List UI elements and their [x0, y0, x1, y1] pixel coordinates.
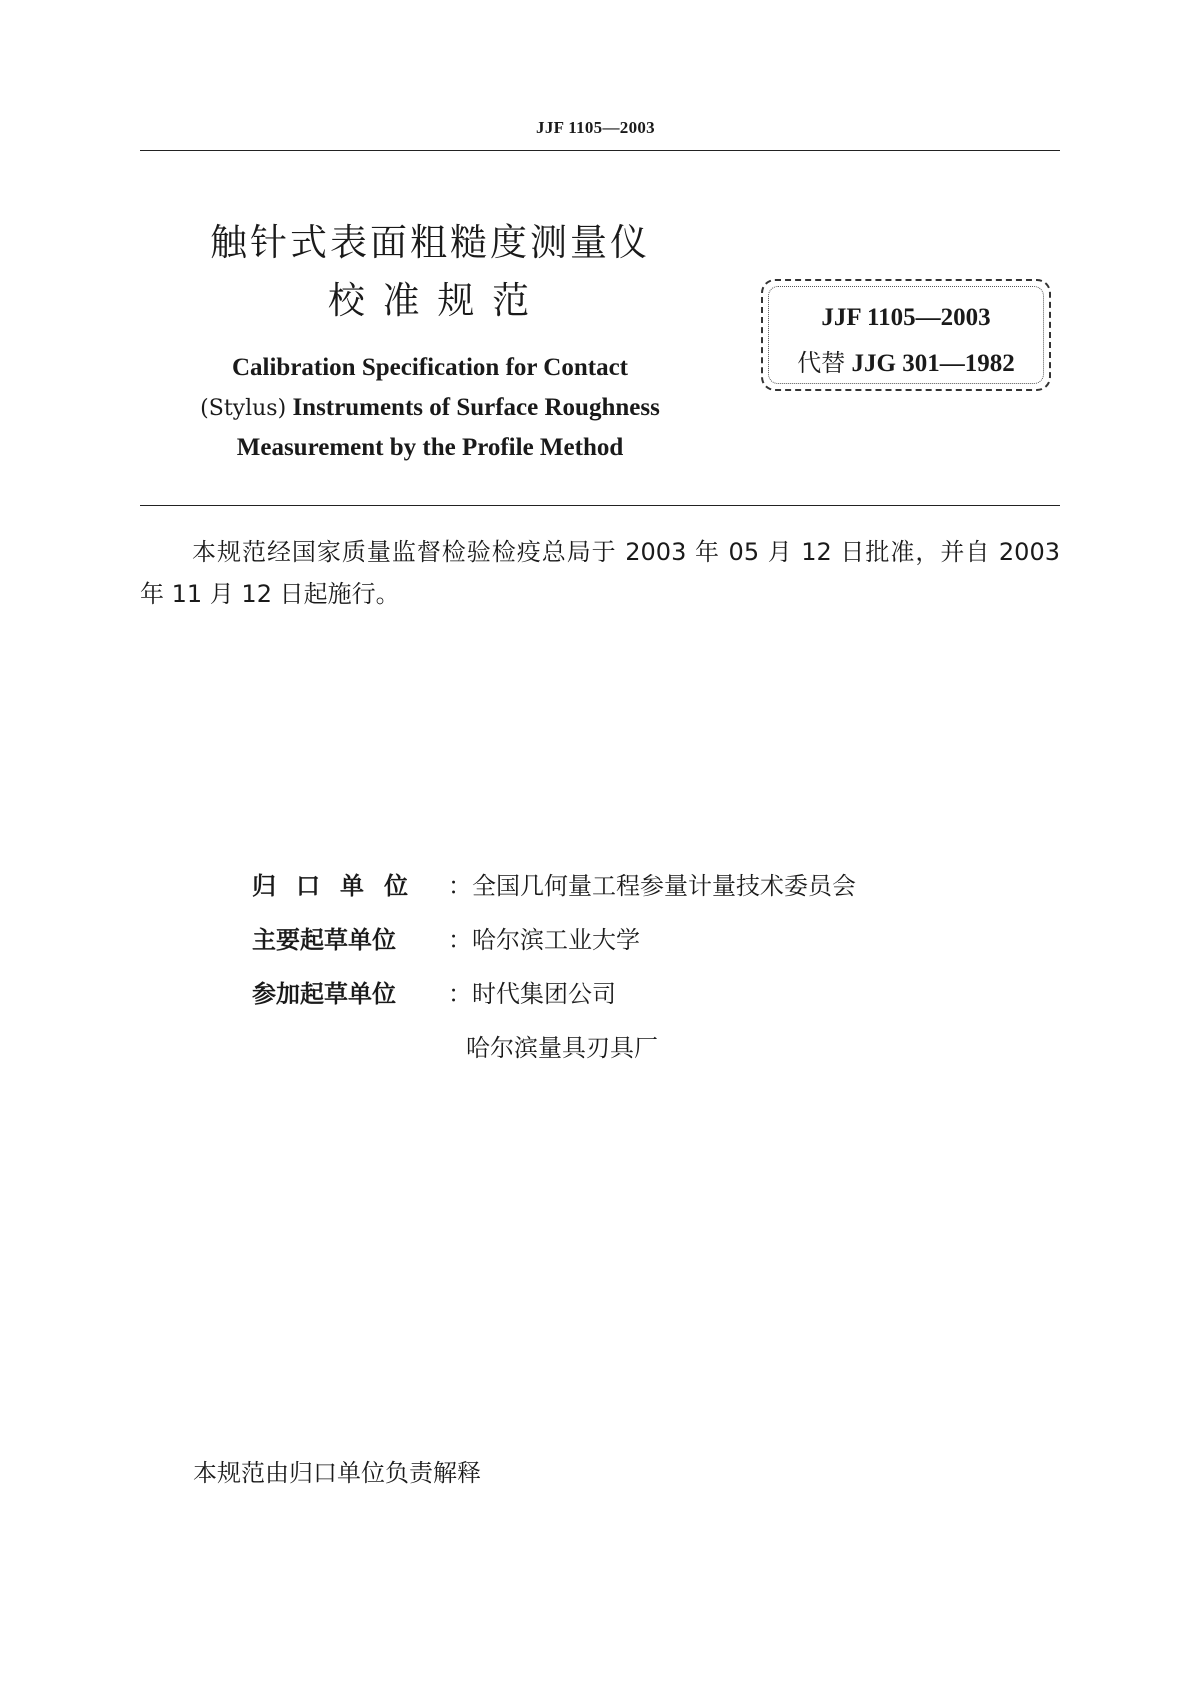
title-en-line3: Measurement by the Profile Method: [236, 434, 624, 461]
stamp-code: JJF 1105—2003: [821, 304, 991, 331]
drafter-value-text: 全国几何量工程参量计量技术委员会: [472, 872, 856, 900]
drafter-label: 主要起草单位: [252, 926, 396, 954]
drafter-value: [448, 920, 640, 955]
title-en-line2-rest: Instruments of Surface Roughness: [286, 394, 660, 421]
header-rule: [140, 150, 1060, 151]
stamp-replace-label: 代替: [797, 349, 846, 377]
title-cn-line2: 校 准 规 范: [327, 279, 533, 322]
drafter-label: 参加起草单位: [252, 980, 396, 1008]
footer-interpretation-note: 本规范由归口单位负责解释: [193, 1459, 481, 1487]
drafter-separator: ：: [448, 926, 472, 954]
drafter-separator: ：: [448, 872, 472, 900]
drafter-row-participating-drafter-2: [252, 1028, 658, 1068]
title-en-line2: [140, 394, 720, 422]
drafter-value-text: 哈尔滨工业大学: [472, 926, 640, 954]
drafter-value: [448, 866, 856, 901]
title-cn-line1: 触针式表面粗糙度测量仪: [210, 221, 650, 264]
drafter-value-text: 时代集团公司: [472, 980, 616, 1008]
title-en-line2-paren: (Stylus): [200, 396, 287, 421]
stamp-replaces-code: JJG 301—1982: [851, 350, 1015, 377]
drafter-row-responsible-unit: [252, 866, 856, 906]
drafter-row-participating-drafter: [252, 974, 616, 1014]
title-en-line1: Calibration Specification for Contact: [231, 354, 629, 381]
header-standard-code: JJF 1105—2003: [536, 118, 655, 137]
drafter-value: [448, 974, 616, 1009]
drafter-label: 归口单位: [252, 872, 428, 900]
standard-number-box: [761, 279, 1051, 391]
stamp-replaces-line: [763, 343, 1049, 378]
title-bottom-rule: [140, 505, 1060, 506]
drafter-row-main-drafter: [252, 920, 640, 960]
drafter-value: 哈尔滨量具刃具厂: [466, 1034, 658, 1062]
approval-paragraph: 本规范经国家质量监督检验检疫总局于 2003 年 05 月 12 日批准，并自 2003 年 11 月 12 日起施行。: [140, 538, 1060, 608]
drafter-separator: ：: [448, 980, 472, 1008]
